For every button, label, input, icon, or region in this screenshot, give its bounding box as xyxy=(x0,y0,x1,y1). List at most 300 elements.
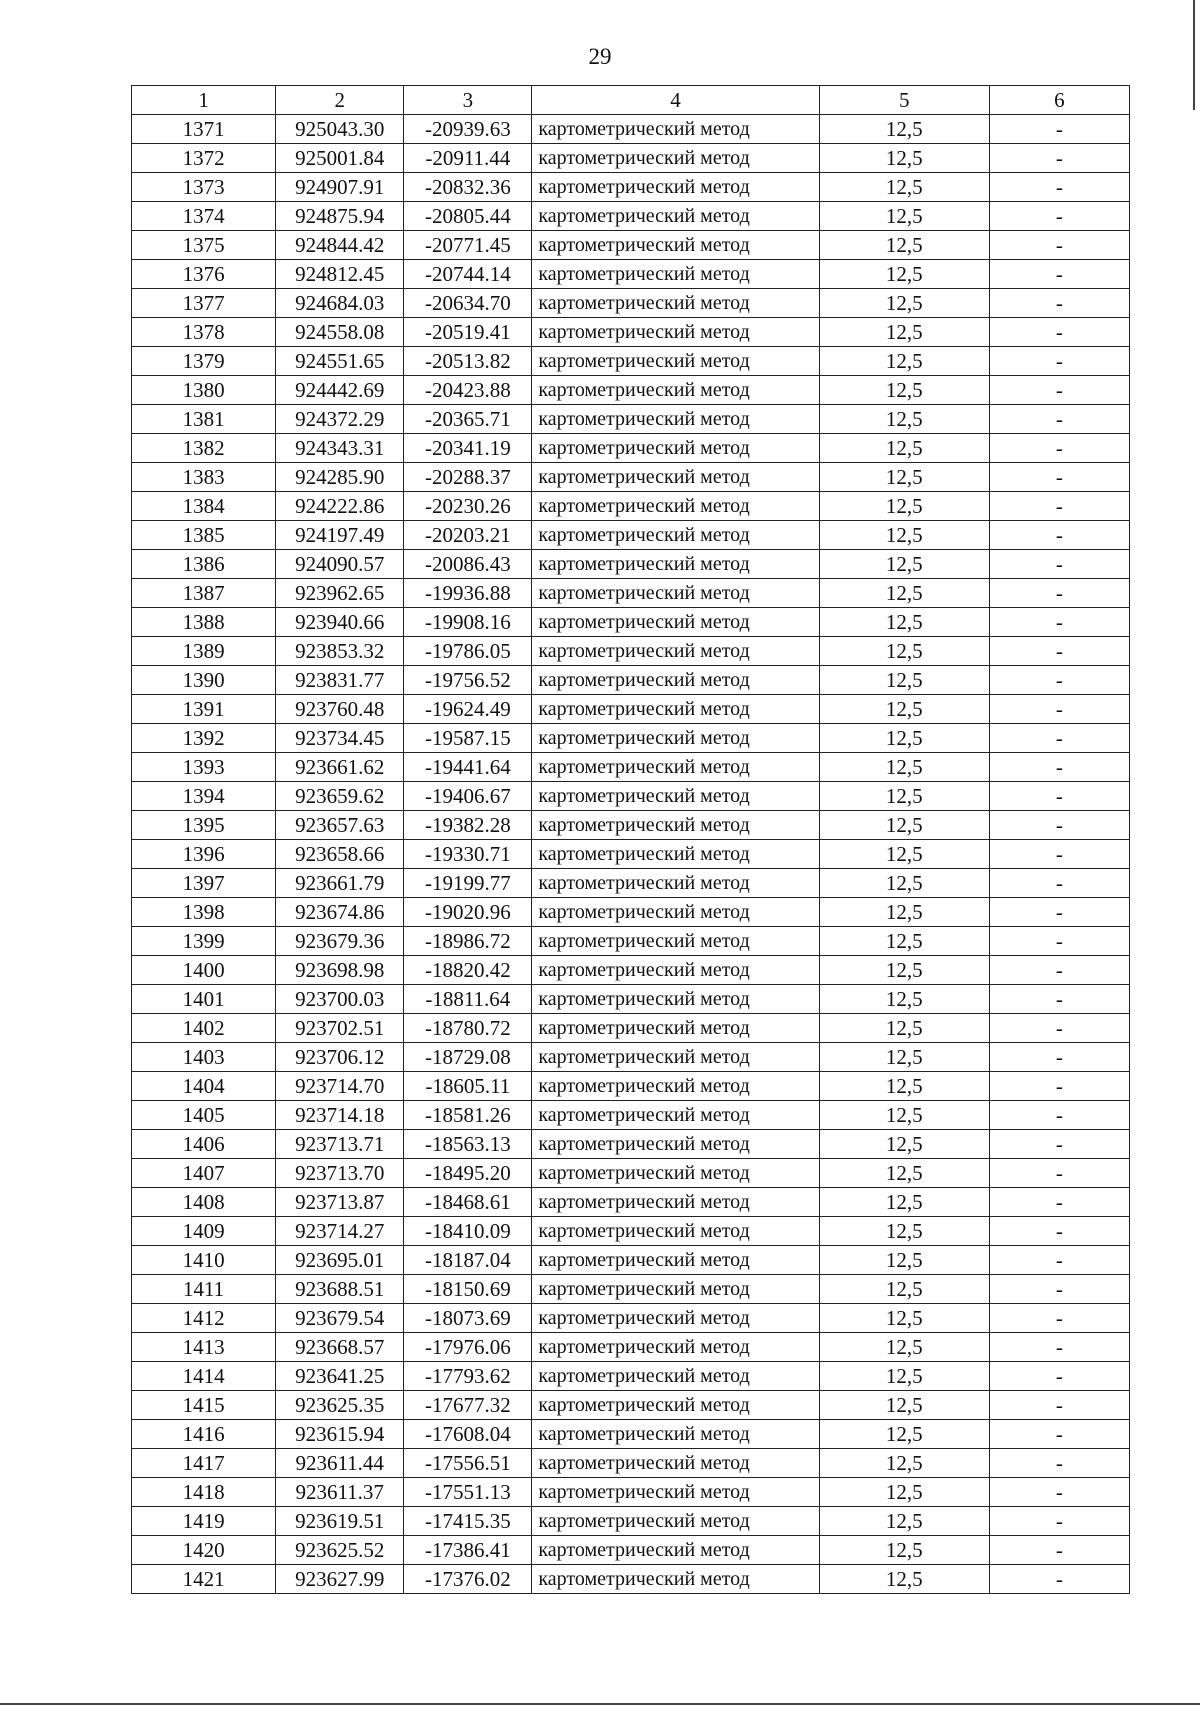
accuracy-cell: 12,5 xyxy=(819,1043,989,1072)
point-number-cell: 1412 xyxy=(132,1304,276,1333)
table-row xyxy=(132,1275,1130,1304)
method-cell: картометрический метод xyxy=(532,985,819,1014)
table-row xyxy=(132,1072,1130,1101)
y-coordinate-cell: -17376.02 xyxy=(404,1565,532,1594)
method-cell: картометрический метод xyxy=(532,695,819,724)
accuracy-cell: 12,5 xyxy=(819,1275,989,1304)
x-coordinate-cell: 923700.03 xyxy=(276,985,404,1014)
y-coordinate-cell: -20805.44 xyxy=(404,202,532,231)
point-number-cell: 1393 xyxy=(132,753,276,782)
method-cell: картометрический метод xyxy=(532,1188,819,1217)
table-row xyxy=(132,811,1130,840)
accuracy-cell: 12,5 xyxy=(819,318,989,347)
point-number-cell: 1397 xyxy=(132,869,276,898)
accuracy-cell: 12,5 xyxy=(819,173,989,202)
point-number-cell: 1383 xyxy=(132,463,276,492)
right-scan-edge xyxy=(1193,0,1195,110)
accuracy-cell: 12,5 xyxy=(819,898,989,927)
method-cell: картометрический метод xyxy=(532,1014,819,1043)
accuracy-cell: 12,5 xyxy=(819,260,989,289)
accuracy-cell: 12,5 xyxy=(819,202,989,231)
point-number-cell: 1378 xyxy=(132,318,276,347)
accuracy-cell: 12,5 xyxy=(819,695,989,724)
x-coordinate-cell: 923695.01 xyxy=(276,1246,404,1275)
table-row xyxy=(132,1536,1130,1565)
method-cell: картометрический метод xyxy=(532,1275,819,1304)
x-coordinate-cell: 923760.48 xyxy=(276,695,404,724)
x-coordinate-cell: 923853.32 xyxy=(276,637,404,666)
note-cell: - xyxy=(989,115,1129,144)
header-col-2: 2 xyxy=(276,86,404,115)
accuracy-cell: 12,5 xyxy=(819,666,989,695)
note-cell: - xyxy=(989,1449,1129,1478)
method-cell: картометрический метод xyxy=(532,144,819,173)
table-row xyxy=(132,1333,1130,1362)
table-row xyxy=(132,956,1130,985)
method-cell: картометрический метод xyxy=(532,898,819,927)
x-coordinate-cell: 923734.45 xyxy=(276,724,404,753)
x-coordinate-cell: 924343.31 xyxy=(276,434,404,463)
table-row xyxy=(132,492,1130,521)
y-coordinate-cell: -17976.06 xyxy=(404,1333,532,1362)
y-coordinate-cell: -18468.61 xyxy=(404,1188,532,1217)
point-number-cell: 1408 xyxy=(132,1188,276,1217)
table-row xyxy=(132,1391,1130,1420)
accuracy-cell: 12,5 xyxy=(819,840,989,869)
table-row xyxy=(132,1420,1130,1449)
y-coordinate-cell: -20288.37 xyxy=(404,463,532,492)
method-cell: картометрический метод xyxy=(532,376,819,405)
point-number-cell: 1385 xyxy=(132,521,276,550)
table-row xyxy=(132,637,1130,666)
x-coordinate-cell: 925001.84 xyxy=(276,144,404,173)
y-coordinate-cell: -20911.44 xyxy=(404,144,532,173)
x-coordinate-cell: 923619.51 xyxy=(276,1507,404,1536)
table-row xyxy=(132,1217,1130,1246)
method-cell: картометрический метод xyxy=(532,782,819,811)
method-cell: картометрический метод xyxy=(532,608,819,637)
method-cell: картометрический метод xyxy=(532,463,819,492)
note-cell: - xyxy=(989,1043,1129,1072)
point-number-cell: 1387 xyxy=(132,579,276,608)
table-row xyxy=(132,1014,1130,1043)
table-row xyxy=(132,144,1130,173)
x-coordinate-cell: 923658.66 xyxy=(276,840,404,869)
header-col-6: 6 xyxy=(989,86,1129,115)
point-number-cell: 1399 xyxy=(132,927,276,956)
x-coordinate-cell: 924875.94 xyxy=(276,202,404,231)
method-cell: картометрический метод xyxy=(532,260,819,289)
note-cell: - xyxy=(989,231,1129,260)
point-number-cell: 1386 xyxy=(132,550,276,579)
table-row xyxy=(132,289,1130,318)
accuracy-cell: 12,5 xyxy=(819,579,989,608)
point-number-cell: 1421 xyxy=(132,1565,276,1594)
accuracy-cell: 12,5 xyxy=(819,492,989,521)
note-cell: - xyxy=(989,579,1129,608)
accuracy-cell: 12,5 xyxy=(819,1217,989,1246)
x-coordinate-cell: 923611.44 xyxy=(276,1449,404,1478)
method-cell: картометрический метод xyxy=(532,318,819,347)
x-coordinate-cell: 923611.37 xyxy=(276,1478,404,1507)
method-cell: картометрический метод xyxy=(532,434,819,463)
table-row xyxy=(132,434,1130,463)
y-coordinate-cell: -18410.09 xyxy=(404,1217,532,1246)
note-cell: - xyxy=(989,869,1129,898)
method-cell: картометрический метод xyxy=(532,1130,819,1159)
accuracy-cell: 12,5 xyxy=(819,231,989,260)
note-cell: - xyxy=(989,376,1129,405)
accuracy-cell: 12,5 xyxy=(819,376,989,405)
table-row xyxy=(132,608,1130,637)
note-cell: - xyxy=(989,144,1129,173)
y-coordinate-cell: -19382.28 xyxy=(404,811,532,840)
x-coordinate-cell: 923679.54 xyxy=(276,1304,404,1333)
x-coordinate-cell: 923698.98 xyxy=(276,956,404,985)
point-number-cell: 1381 xyxy=(132,405,276,434)
y-coordinate-cell: -20513.82 xyxy=(404,347,532,376)
y-coordinate-cell: -18729.08 xyxy=(404,1043,532,1072)
x-coordinate-cell: 924812.45 xyxy=(276,260,404,289)
point-number-cell: 1396 xyxy=(132,840,276,869)
accuracy-cell: 12,5 xyxy=(819,1101,989,1130)
accuracy-cell: 12,5 xyxy=(819,869,989,898)
method-cell: картометрический метод xyxy=(532,115,819,144)
note-cell: - xyxy=(989,1478,1129,1507)
method-cell: картометрический метод xyxy=(532,637,819,666)
x-coordinate-cell: 923661.79 xyxy=(276,869,404,898)
y-coordinate-cell: -18187.04 xyxy=(404,1246,532,1275)
accuracy-cell: 12,5 xyxy=(819,1449,989,1478)
x-coordinate-cell: 923615.94 xyxy=(276,1420,404,1449)
accuracy-cell: 12,5 xyxy=(819,434,989,463)
point-number-cell: 1380 xyxy=(132,376,276,405)
point-number-cell: 1377 xyxy=(132,289,276,318)
method-cell: картометрический метод xyxy=(532,1478,819,1507)
method-cell: картометрический метод xyxy=(532,1362,819,1391)
x-coordinate-cell: 924090.57 xyxy=(276,550,404,579)
header-col-1: 1 xyxy=(132,86,276,115)
note-cell: - xyxy=(989,1420,1129,1449)
point-number-cell: 1419 xyxy=(132,1507,276,1536)
accuracy-cell: 12,5 xyxy=(819,1304,989,1333)
bottom-scan-edge xyxy=(0,1703,1200,1705)
accuracy-cell: 12,5 xyxy=(819,1246,989,1275)
point-number-cell: 1405 xyxy=(132,1101,276,1130)
y-coordinate-cell: -17677.32 xyxy=(404,1391,532,1420)
y-coordinate-cell: -19199.77 xyxy=(404,869,532,898)
y-coordinate-cell: -17551.13 xyxy=(404,1478,532,1507)
accuracy-cell: 12,5 xyxy=(819,550,989,579)
y-coordinate-cell: -20832.36 xyxy=(404,173,532,202)
y-coordinate-cell: -18986.72 xyxy=(404,927,532,956)
note-cell: - xyxy=(989,1159,1129,1188)
accuracy-cell: 12,5 xyxy=(819,1130,989,1159)
point-number-cell: 1398 xyxy=(132,898,276,927)
point-number-cell: 1395 xyxy=(132,811,276,840)
accuracy-cell: 12,5 xyxy=(819,1536,989,1565)
point-number-cell: 1372 xyxy=(132,144,276,173)
note-cell: - xyxy=(989,347,1129,376)
note-cell: - xyxy=(989,985,1129,1014)
y-coordinate-cell: -18605.11 xyxy=(404,1072,532,1101)
table-row xyxy=(132,1159,1130,1188)
point-number-cell: 1404 xyxy=(132,1072,276,1101)
method-cell: картометрический метод xyxy=(532,492,819,521)
method-cell: картометрический метод xyxy=(532,1536,819,1565)
table-header-row xyxy=(132,86,1130,115)
method-cell: картометрический метод xyxy=(532,1333,819,1362)
note-cell: - xyxy=(989,463,1129,492)
y-coordinate-cell: -17386.41 xyxy=(404,1536,532,1565)
accuracy-cell: 12,5 xyxy=(819,1362,989,1391)
y-coordinate-cell: -18780.72 xyxy=(404,1014,532,1043)
x-coordinate-cell: 923713.87 xyxy=(276,1188,404,1217)
note-cell: - xyxy=(989,1101,1129,1130)
x-coordinate-cell: 923940.66 xyxy=(276,608,404,637)
x-coordinate-cell: 924442.69 xyxy=(276,376,404,405)
table-row xyxy=(132,1478,1130,1507)
table-row xyxy=(132,115,1130,144)
table-row xyxy=(132,231,1130,260)
x-coordinate-cell: 923962.65 xyxy=(276,579,404,608)
method-cell: картометрический метод xyxy=(532,666,819,695)
x-coordinate-cell: 923706.12 xyxy=(276,1043,404,1072)
table-row xyxy=(132,1507,1130,1536)
point-number-cell: 1379 xyxy=(132,347,276,376)
point-number-cell: 1409 xyxy=(132,1217,276,1246)
point-number-cell: 1373 xyxy=(132,173,276,202)
x-coordinate-cell: 924372.29 xyxy=(276,405,404,434)
method-cell: картометрический метод xyxy=(532,1246,819,1275)
table-row xyxy=(132,869,1130,898)
point-number-cell: 1391 xyxy=(132,695,276,724)
table-row xyxy=(132,1565,1130,1594)
note-cell: - xyxy=(989,1246,1129,1275)
table-row xyxy=(132,550,1130,579)
coordinates-table xyxy=(131,85,1130,1594)
y-coordinate-cell: -18495.20 xyxy=(404,1159,532,1188)
note-cell: - xyxy=(989,1188,1129,1217)
point-number-cell: 1375 xyxy=(132,231,276,260)
note-cell: - xyxy=(989,434,1129,463)
point-number-cell: 1394 xyxy=(132,782,276,811)
note-cell: - xyxy=(989,1565,1129,1594)
note-cell: - xyxy=(989,202,1129,231)
note-cell: - xyxy=(989,550,1129,579)
table-row xyxy=(132,985,1130,1014)
table-row xyxy=(132,463,1130,492)
x-coordinate-cell: 924844.42 xyxy=(276,231,404,260)
accuracy-cell: 12,5 xyxy=(819,1188,989,1217)
header-col-4: 4 xyxy=(532,86,819,115)
note-cell: - xyxy=(989,1391,1129,1420)
accuracy-cell: 12,5 xyxy=(819,1391,989,1420)
y-coordinate-cell: -20519.41 xyxy=(404,318,532,347)
y-coordinate-cell: -19908.16 xyxy=(404,608,532,637)
y-coordinate-cell: -18150.69 xyxy=(404,1275,532,1304)
table-row xyxy=(132,1304,1130,1333)
note-cell: - xyxy=(989,1304,1129,1333)
accuracy-cell: 12,5 xyxy=(819,144,989,173)
header-col-3: 3 xyxy=(404,86,532,115)
accuracy-cell: 12,5 xyxy=(819,521,989,550)
accuracy-cell: 12,5 xyxy=(819,1014,989,1043)
note-cell: - xyxy=(989,898,1129,927)
accuracy-cell: 12,5 xyxy=(819,927,989,956)
x-coordinate-cell: 923641.25 xyxy=(276,1362,404,1391)
table-row xyxy=(132,1188,1130,1217)
point-number-cell: 1415 xyxy=(132,1391,276,1420)
y-coordinate-cell: -20634.70 xyxy=(404,289,532,318)
table-row xyxy=(132,666,1130,695)
y-coordinate-cell: -20365.71 xyxy=(404,405,532,434)
point-number-cell: 1376 xyxy=(132,260,276,289)
x-coordinate-cell: 923714.70 xyxy=(276,1072,404,1101)
y-coordinate-cell: -17793.62 xyxy=(404,1362,532,1391)
accuracy-cell: 12,5 xyxy=(819,1420,989,1449)
note-cell: - xyxy=(989,318,1129,347)
accuracy-cell: 12,5 xyxy=(819,637,989,666)
x-coordinate-cell: 923657.63 xyxy=(276,811,404,840)
table-row xyxy=(132,1362,1130,1391)
accuracy-cell: 12,5 xyxy=(819,985,989,1014)
method-cell: картометрический метод xyxy=(532,1565,819,1594)
note-cell: - xyxy=(989,666,1129,695)
point-number-cell: 1392 xyxy=(132,724,276,753)
point-number-cell: 1389 xyxy=(132,637,276,666)
note-cell: - xyxy=(989,1014,1129,1043)
x-coordinate-cell: 923625.52 xyxy=(276,1536,404,1565)
x-coordinate-cell: 924684.03 xyxy=(276,289,404,318)
table-row xyxy=(132,724,1130,753)
page-number: 29 xyxy=(588,44,612,69)
x-coordinate-cell: 924197.49 xyxy=(276,521,404,550)
method-cell: картометрический метод xyxy=(532,1101,819,1130)
table-row xyxy=(132,318,1130,347)
x-coordinate-cell: 923674.86 xyxy=(276,898,404,927)
method-cell: картометрический метод xyxy=(532,579,819,608)
x-coordinate-cell: 923713.71 xyxy=(276,1130,404,1159)
accuracy-cell: 12,5 xyxy=(819,1072,989,1101)
method-cell: картометрический метод xyxy=(532,869,819,898)
accuracy-cell: 12,5 xyxy=(819,724,989,753)
y-coordinate-cell: -18073.69 xyxy=(404,1304,532,1333)
note-cell: - xyxy=(989,753,1129,782)
table-row xyxy=(132,695,1130,724)
table-row xyxy=(132,260,1130,289)
note-cell: - xyxy=(989,1275,1129,1304)
y-coordinate-cell: -20771.45 xyxy=(404,231,532,260)
y-coordinate-cell: -19624.49 xyxy=(404,695,532,724)
table-row xyxy=(132,202,1130,231)
y-coordinate-cell: -19406.67 xyxy=(404,782,532,811)
point-number-cell: 1401 xyxy=(132,985,276,1014)
y-coordinate-cell: -20230.26 xyxy=(404,492,532,521)
method-cell: картометрический метод xyxy=(532,202,819,231)
note-cell: - xyxy=(989,521,1129,550)
note-cell: - xyxy=(989,1130,1129,1159)
y-coordinate-cell: -19330.71 xyxy=(404,840,532,869)
point-number-cell: 1413 xyxy=(132,1333,276,1362)
method-cell: картометрический метод xyxy=(532,1217,819,1246)
note-cell: - xyxy=(989,637,1129,666)
x-coordinate-cell: 923688.51 xyxy=(276,1275,404,1304)
accuracy-cell: 12,5 xyxy=(819,608,989,637)
accuracy-cell: 12,5 xyxy=(819,347,989,376)
y-coordinate-cell: -18820.42 xyxy=(404,956,532,985)
point-number-cell: 1411 xyxy=(132,1275,276,1304)
point-number-cell: 1403 xyxy=(132,1043,276,1072)
accuracy-cell: 12,5 xyxy=(819,753,989,782)
point-number-cell: 1400 xyxy=(132,956,276,985)
x-coordinate-cell: 925043.30 xyxy=(276,115,404,144)
y-coordinate-cell: -20423.88 xyxy=(404,376,532,405)
method-cell: картометрический метод xyxy=(532,724,819,753)
point-number-cell: 1420 xyxy=(132,1536,276,1565)
method-cell: картометрический метод xyxy=(532,521,819,550)
y-coordinate-cell: -17608.04 xyxy=(404,1420,532,1449)
y-coordinate-cell: -18563.13 xyxy=(404,1130,532,1159)
y-coordinate-cell: -18581.26 xyxy=(404,1101,532,1130)
accuracy-cell: 12,5 xyxy=(819,1478,989,1507)
x-coordinate-cell: 923679.36 xyxy=(276,927,404,956)
table-row xyxy=(132,1449,1130,1478)
note-cell: - xyxy=(989,492,1129,521)
accuracy-cell: 12,5 xyxy=(819,1507,989,1536)
method-cell: картометрический метод xyxy=(532,1507,819,1536)
method-cell: картометрический метод xyxy=(532,231,819,260)
header-col-5: 5 xyxy=(819,86,989,115)
method-cell: картометрический метод xyxy=(532,347,819,376)
note-cell: - xyxy=(989,173,1129,202)
point-number-cell: 1371 xyxy=(132,115,276,144)
y-coordinate-cell: -19786.05 xyxy=(404,637,532,666)
method-cell: картометрический метод xyxy=(532,550,819,579)
table-row xyxy=(132,1101,1130,1130)
table-row xyxy=(132,579,1130,608)
method-cell: картометрический метод xyxy=(532,1043,819,1072)
point-number-cell: 1390 xyxy=(132,666,276,695)
note-cell: - xyxy=(989,1507,1129,1536)
table-row xyxy=(132,898,1130,927)
y-coordinate-cell: -20939.63 xyxy=(404,115,532,144)
x-coordinate-cell: 924285.90 xyxy=(276,463,404,492)
point-number-cell: 1388 xyxy=(132,608,276,637)
note-cell: - xyxy=(989,811,1129,840)
x-coordinate-cell: 923627.99 xyxy=(276,1565,404,1594)
y-coordinate-cell: -19441.64 xyxy=(404,753,532,782)
note-cell: - xyxy=(989,608,1129,637)
method-cell: картометрический метод xyxy=(532,289,819,318)
method-cell: картометрический метод xyxy=(532,405,819,434)
accuracy-cell: 12,5 xyxy=(819,1333,989,1362)
table-row xyxy=(132,173,1130,202)
note-cell: - xyxy=(989,840,1129,869)
method-cell: картометрический метод xyxy=(532,173,819,202)
note-cell: - xyxy=(989,405,1129,434)
y-coordinate-cell: -20203.21 xyxy=(404,521,532,550)
x-coordinate-cell: 924558.08 xyxy=(276,318,404,347)
note-cell: - xyxy=(989,289,1129,318)
accuracy-cell: 12,5 xyxy=(819,463,989,492)
table-row xyxy=(132,753,1130,782)
note-cell: - xyxy=(989,1536,1129,1565)
x-coordinate-cell: 924222.86 xyxy=(276,492,404,521)
accuracy-cell: 12,5 xyxy=(819,956,989,985)
note-cell: - xyxy=(989,1072,1129,1101)
x-coordinate-cell: 924551.65 xyxy=(276,347,404,376)
